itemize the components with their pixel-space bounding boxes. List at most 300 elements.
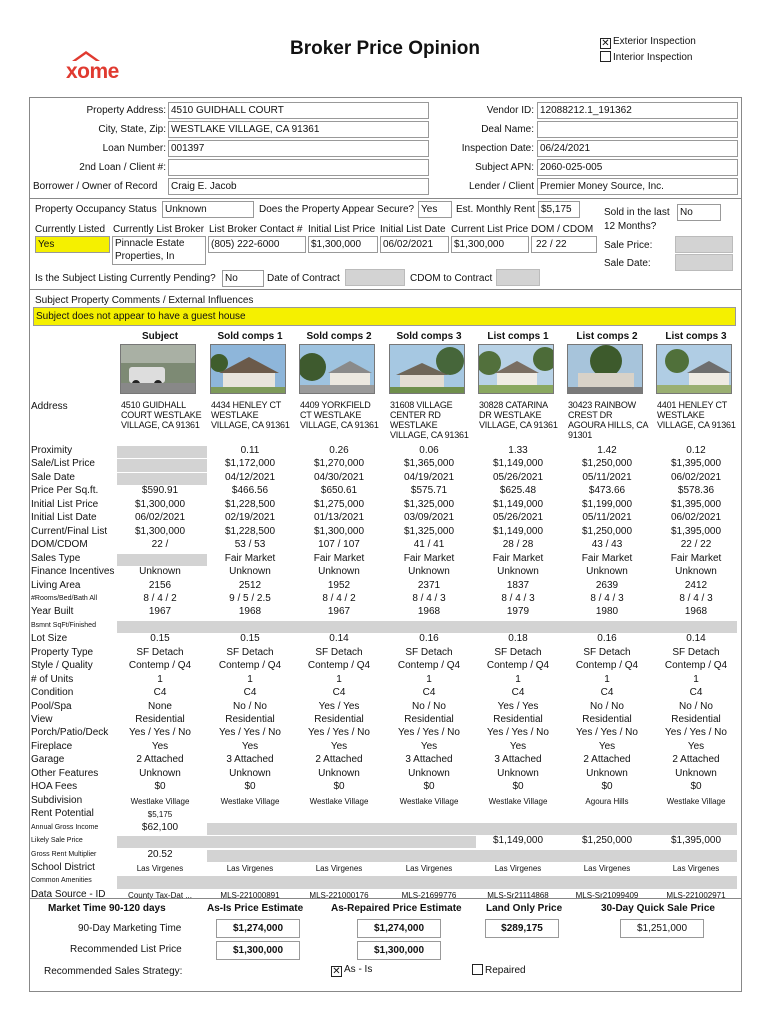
table-cell: 06/02/2021 [670, 471, 722, 483]
grey-cell [386, 823, 476, 835]
table-cell: $473.66 [588, 485, 626, 497]
row-label: View [31, 714, 53, 725]
sold-comp-3-photo [389, 344, 465, 394]
table-cell: SF Detach [136, 646, 184, 658]
table-cell: Unknown [675, 767, 717, 779]
row-label: DOM/CDOM [31, 539, 88, 551]
grey-cell [564, 876, 654, 888]
table-cell: $1,199,000 [581, 498, 633, 510]
divider [29, 198, 742, 199]
table-cell: MLS-Sr21114868 [487, 890, 549, 900]
comments-field[interactable]: Subject does not appear to have a guest house [33, 307, 736, 326]
table-cell: Las Virgenes [136, 863, 184, 873]
exterior-inspection-option[interactable] [600, 36, 696, 49]
table-cell: 2156 [148, 579, 172, 591]
row-label: Fireplace [31, 740, 73, 752]
table-cell: MLS-21699776 [401, 890, 457, 900]
grey-cell [475, 876, 565, 888]
table-cell: 1.33 [508, 445, 528, 456]
table-cell: SF Detach [226, 646, 274, 658]
table-cell: 1 [247, 673, 253, 685]
table-cell: 107 / 107 [318, 539, 360, 551]
table-cell: C4 [422, 687, 436, 699]
as-is-checkbox[interactable]: ✕ [332, 966, 341, 977]
secure-field[interactable]: Yes [418, 201, 452, 218]
row-label: Current/Final List [31, 525, 108, 537]
grey-cell [117, 836, 207, 848]
marketing-time-label: 90-Day Marketing Time [78, 923, 182, 934]
table-cell: 1968 [417, 606, 441, 618]
sale-date-field[interactable] [675, 254, 733, 271]
grey-cell [207, 876, 297, 888]
table-cell: Las Virgenes [405, 863, 453, 873]
row-label: Pool/Spa [31, 700, 72, 712]
row-label: Likely Sale Price [31, 837, 83, 845]
address-cell: 4409 YORKFIELD CT WESTLAKE VILLAGE, CA 91361 [300, 400, 379, 430]
page-title: Broker Price Opinion [289, 38, 481, 59]
grey-cell [296, 876, 386, 888]
table-cell: Fair Market [313, 552, 365, 564]
grey-cell [386, 876, 476, 888]
table-cell: Las Virgenes [315, 863, 363, 873]
contract-label: Date of Contract [267, 273, 340, 284]
table-cell: 2 Attached [583, 754, 631, 766]
table-cell: 8 / 4 / 2 [143, 592, 177, 604]
divider [29, 289, 742, 290]
table-cell: 1967 [327, 606, 351, 618]
borrower-label: Borrower / Owner of Record [33, 181, 158, 192]
as-is-option-label: As - Is [344, 964, 373, 975]
table-cell: Unknown [318, 566, 360, 578]
row-label: Initial List Date [31, 512, 97, 524]
table-cell: 0.26 [329, 445, 349, 456]
land-only-field[interactable]: $289,175 [485, 919, 559, 938]
table-cell: Yes / Yes / No [576, 727, 638, 739]
table-cell: $0 [690, 781, 702, 793]
inspection-date-field[interactable]: 06/24/2021 [537, 140, 738, 157]
table-cell: 1 [693, 673, 699, 685]
contract-field[interactable] [345, 269, 405, 286]
row-label: Finance Incentives [31, 566, 115, 578]
table-cell: C4 [689, 687, 703, 699]
table-cell: No / No [590, 700, 624, 712]
table-cell: Contemp / Q4 [486, 660, 550, 672]
table-cell: Residential [225, 714, 275, 725]
quick-sale-field[interactable]: $1,251,000 [620, 919, 704, 938]
row-label: Data Source - ID [31, 888, 106, 900]
table-cell: C4 [600, 687, 614, 699]
grey-cell [475, 850, 565, 862]
table-cell: Unknown [318, 767, 360, 779]
vendor-field[interactable]: 12088212.1_191362 [537, 102, 738, 119]
table-cell: Residential [671, 714, 721, 725]
table-cell: No / No [233, 700, 267, 712]
row-label: School District [31, 861, 95, 873]
table-cell: No / No [412, 700, 446, 712]
table-cell: 06/02/2021 [670, 512, 722, 524]
table-cell: $0 [154, 781, 166, 793]
grey-cell [207, 836, 297, 848]
row-label: Bsmnt SqFt/Finished [31, 621, 96, 629]
table-cell: Fair Market [492, 552, 544, 564]
table-cell: 01/13/2021 [313, 512, 365, 524]
table-cell: 0.11 [240, 445, 260, 456]
as-repaired-90-field[interactable]: $1,274,000 [357, 919, 441, 938]
lender-field[interactable]: Premier Money Source, Inc. [537, 178, 738, 195]
table-cell: 05/11/2021 [582, 512, 632, 524]
table-cell: MLS-221002971 [666, 890, 726, 900]
table-cell: Yes / Yes / No [665, 727, 727, 739]
inspection-date-label: Inspection Date: [461, 143, 534, 154]
table-cell: 2 Attached [672, 754, 720, 766]
table-cell: $575.71 [410, 485, 448, 497]
address-cell: 31608 VILLAGE CENTER RD WESTLAKE VILLAGE, CA 91361 [390, 400, 469, 440]
exterior-checkbox[interactable]: ✕ [601, 38, 610, 49]
table-cell: Yes / Yes / No [398, 727, 460, 739]
row-label: Lot Size [31, 633, 68, 645]
table-cell: 2 Attached [315, 754, 363, 766]
table-cell: Yes [241, 740, 259, 752]
table-cell: Contemp / Q4 [397, 660, 461, 672]
initial-price-field[interactable]: $1,300,000 [308, 236, 378, 253]
cdom-contract-label: CDOM to Contract [410, 273, 493, 284]
table-cell: MLS-221000891 [220, 890, 280, 900]
table-cell: $1,300,000 [134, 498, 186, 510]
sold-field[interactable]: No [677, 204, 721, 221]
table-cell: Westlake Village [220, 796, 280, 806]
grey-cell [386, 836, 476, 848]
table-cell: Westlake Village [130, 796, 190, 806]
grey-cell [117, 446, 207, 458]
table-cell: 1 [515, 673, 521, 685]
table-cell: 2639 [595, 579, 619, 591]
deal-field[interactable] [537, 121, 738, 138]
table-cell: 2412 [684, 579, 708, 591]
borrower-field[interactable]: Craig E. Jacob [168, 178, 429, 195]
table-cell: $1,149,000 [492, 498, 544, 510]
grey-cell [564, 621, 654, 633]
table-cell: 1980 [595, 606, 619, 618]
occupancy-field[interactable]: Unknown [162, 201, 254, 218]
table-cell: MLS-Sr21099409 [575, 890, 639, 900]
grey-cell [296, 823, 386, 835]
row-label: Sales Type [31, 552, 81, 564]
table-cell: $578.36 [677, 485, 715, 497]
table-cell: 8 / 4 / 3 [679, 592, 713, 604]
grey-cell [296, 850, 386, 862]
h-initial-price: Initial List Price [308, 224, 376, 235]
address-cell: 4510 GUIDHALL COURT WESTLAKE VILLAGE, CA 91361 [121, 400, 202, 430]
table-cell: $1,250,000 [581, 458, 633, 470]
row-label: #Rooms/Bed/Bath All [31, 594, 98, 602]
table-cell: None [148, 700, 172, 712]
comments-label: Subject Property Comments / External Influences [35, 295, 254, 306]
row-label: Year Built [31, 606, 74, 618]
table-cell: $62,100 [141, 821, 179, 833]
table-cell: Unknown [229, 767, 271, 779]
table-cell: 0.16 [597, 633, 617, 645]
address-cell: 4401 HENLEY CT WESTLAKE VILLAGE, CA 91361 [657, 400, 736, 430]
row-label: HOA Fees [31, 781, 78, 793]
table-cell: 0.14 [686, 633, 706, 645]
table-cell: Agoura Hills [585, 796, 629, 806]
table-cell: Yes [151, 740, 169, 752]
row-label: Sale/List Price [31, 458, 95, 470]
table-cell: 0.12 [686, 445, 706, 456]
table-cell: 1 [604, 673, 610, 685]
table-cell: $650.61 [320, 485, 358, 497]
grey-cell [207, 621, 297, 633]
table-cell: Unknown [497, 566, 539, 578]
row-label: Condition [31, 687, 74, 699]
table-cell: 1979 [506, 606, 530, 618]
table-cell: Yes / Yes / No [308, 727, 370, 739]
table-cell: Yes / Yes [318, 700, 360, 712]
column-header-3: Sold comps 3 [396, 331, 462, 342]
repaired-checkbox[interactable] [472, 964, 483, 975]
loan-field[interactable]: 001397 [168, 140, 429, 157]
interior-inspection-option[interactable] [600, 51, 693, 63]
table-cell: Residential [582, 714, 632, 725]
as-repaired-list-field[interactable]: $1,300,000 [357, 941, 441, 960]
table-cell: $1,275,000 [313, 498, 365, 510]
row-label: Gross Rent Multiplier [31, 850, 97, 858]
table-cell: 8 / 4 / 3 [412, 592, 446, 604]
table-cell: 04/30/2021 [313, 471, 365, 483]
table-cell: $1,250,000 [581, 835, 633, 847]
city-label: City, State, Zip: [98, 124, 166, 135]
initial-date-field[interactable]: 06/02/2021 [380, 236, 449, 253]
row-label: Living Area [31, 579, 81, 591]
grey-cell [564, 823, 654, 835]
h-current-price: Current List Price [451, 224, 529, 235]
table-cell: 1952 [327, 579, 351, 591]
grey-cell [475, 823, 565, 835]
table-cell: SF Detach [315, 646, 363, 658]
quick-sale-label: 30-Day Quick Sale Price [601, 903, 715, 914]
table-cell: 28 / 28 [502, 539, 534, 551]
table-cell: 1837 [506, 579, 530, 591]
table-cell: $1,149,000 [492, 458, 544, 470]
row-label: Garage [31, 754, 65, 766]
grey-cell [564, 850, 654, 862]
table-cell: $0 [333, 781, 345, 793]
strategy-label: Recommended Sales Strategy: [44, 966, 183, 977]
table-cell: $1,325,000 [403, 525, 455, 537]
grey-cell [653, 823, 737, 835]
table-cell: Yes [420, 740, 438, 752]
table-cell: SF Detach [494, 646, 542, 658]
table-cell: Unknown [408, 767, 450, 779]
table-cell: 8 / 4 / 3 [590, 592, 624, 604]
table-cell: Unknown [675, 566, 717, 578]
currently-listed-field[interactable]: Yes [35, 236, 110, 253]
h-list-broker: Currently List Broker [113, 224, 205, 235]
table-cell: Yes [687, 740, 705, 752]
table-cell: Yes [509, 740, 527, 752]
as-is-list-field[interactable]: $1,300,000 [216, 941, 300, 960]
table-cell: $1,395,000 [670, 498, 722, 510]
interior-checkbox[interactable] [600, 51, 611, 62]
table-cell: Unknown [229, 566, 271, 578]
table-cell: Fair Market [224, 552, 276, 564]
sold-label: Sold in the last [604, 207, 670, 218]
grey-cell [117, 554, 207, 566]
vendor-label: Vendor ID: [486, 105, 534, 116]
subject-photo [120, 344, 196, 394]
table-cell: $466.56 [231, 485, 269, 497]
table-cell: 8 / 4 / 3 [501, 592, 535, 604]
property-address-field[interactable]: 4510 GUIDHALL COURT [168, 102, 429, 119]
table-cell: $1,270,000 [313, 458, 365, 470]
strategy-as-is-option[interactable] [331, 964, 372, 977]
grey-cell [117, 876, 207, 888]
table-cell: 8 / 4 / 2 [322, 592, 356, 604]
column-header-4: List comps 1 [487, 331, 549, 342]
table-cell: Las Virgenes [672, 863, 720, 873]
table-cell: 2512 [238, 579, 262, 591]
table-cell: 43 / 43 [591, 539, 623, 551]
table-cell: C4 [332, 687, 346, 699]
table-cell: $0 [244, 781, 256, 793]
table-cell: C4 [511, 687, 525, 699]
grey-cell [653, 850, 737, 862]
table-cell: 0.18 [508, 633, 528, 645]
occupancy-label: Property Occupancy Status [35, 204, 157, 215]
second-loan-field[interactable] [168, 159, 429, 176]
market-time-label: Market Time 90-120 days [48, 903, 166, 914]
table-cell: $1,325,000 [403, 498, 455, 510]
secure-label: Does the Property Appear Secure? [259, 204, 415, 215]
table-cell: 05/11/2021 [582, 471, 632, 483]
rent-label: Est. Monthly Rent [456, 204, 535, 215]
grey-cell [653, 876, 737, 888]
list-comp-1-photo [478, 344, 554, 394]
table-cell: 22 / 22 [680, 539, 712, 551]
column-header-1: Sold comps 1 [217, 331, 283, 342]
table-cell: SF Detach [672, 646, 720, 658]
list-comp-2-photo [567, 344, 643, 394]
cdom-contract-field[interactable] [496, 269, 540, 286]
table-cell: 2 Attached [136, 754, 184, 766]
row-label: Price Per Sq.ft. [31, 485, 99, 497]
lender-label: Lender / Client [468, 181, 534, 192]
rent-field[interactable]: $5,175 [538, 201, 580, 218]
table-cell: 05/26/2021 [492, 512, 544, 524]
city-field[interactable]: WESTLAKE VILLAGE, CA 91361 [168, 121, 429, 138]
table-cell: 0.15 [240, 633, 260, 645]
column-header-2: Sold comps 2 [306, 331, 372, 342]
table-cell: Yes / Yes / No [487, 727, 549, 739]
table-cell: SF Detach [405, 646, 453, 658]
h-initial-date: Initial List Date [380, 224, 446, 235]
row-label: Other Features [31, 767, 99, 779]
logo-text: xome [66, 60, 119, 83]
table-cell: $0 [423, 781, 435, 793]
table-cell: Yes [598, 740, 616, 752]
pending-field[interactable]: No [222, 270, 264, 287]
h-dom: DOM / CDOM [531, 224, 594, 235]
table-cell: 06/02/2021 [134, 512, 186, 524]
recommended-list-label: Recommended List Price [70, 944, 182, 955]
table-cell: Unknown [586, 767, 628, 779]
table-cell: Contemp / Q4 [128, 660, 192, 672]
apn-field[interactable]: 2060-025-005 [537, 159, 738, 176]
sale-price-label: Sale Price: [604, 240, 653, 251]
table-cell: 1968 [238, 606, 262, 618]
table-cell: $1,395,000 [670, 458, 722, 470]
table-cell: Contemp / Q4 [307, 660, 371, 672]
repaired-option-label: Repaired [485, 965, 526, 976]
table-cell: $0 [512, 781, 524, 793]
table-cell: $1,250,000 [581, 525, 633, 537]
deal-label: Deal Name: [481, 124, 534, 135]
table-cell: 1 [426, 673, 432, 685]
apn-label: Subject APN: [475, 162, 534, 173]
table-cell: 1.42 [597, 445, 617, 456]
table-cell: 04/19/2021 [403, 471, 455, 483]
table-cell: $1,395,000 [670, 525, 722, 537]
table-cell: Unknown [408, 566, 450, 578]
grey-cell [117, 473, 207, 485]
table-cell: Residential [404, 714, 454, 725]
table-cell: 1968 [684, 606, 708, 618]
land-only-label: Land Only Price [486, 903, 563, 914]
table-cell: 1 [157, 673, 163, 685]
row-label: Rent Potential [31, 808, 94, 820]
table-cell: 0.06 [419, 445, 439, 456]
table-cell: $625.48 [499, 485, 537, 497]
dom-field[interactable]: 22 / 22 [531, 236, 597, 253]
table-cell: 02/19/2021 [224, 512, 276, 524]
as-is-90-field[interactable]: $1,274,000 [216, 919, 300, 938]
row-label: Subdivision [31, 794, 83, 806]
sold-comp-2-photo [299, 344, 375, 394]
table-cell: $1,228,500 [224, 525, 276, 537]
table-cell: Residential [314, 714, 364, 725]
table-cell: Contemp / Q4 [575, 660, 639, 672]
sale-price-field[interactable] [675, 236, 733, 253]
broker-contact-field[interactable]: (805) 222-6000 [208, 236, 306, 253]
grey-cell [117, 621, 207, 633]
grey-cell [207, 823, 297, 835]
table-cell: Contemp / Q4 [664, 660, 728, 672]
table-cell: C4 [153, 687, 167, 699]
row-label: Annual Gross Income [31, 823, 99, 831]
grey-cell [653, 621, 737, 633]
column-header-0: Subject [141, 331, 179, 342]
table-cell: 1967 [148, 606, 172, 618]
current-price-field[interactable]: $1,300,000 [451, 236, 529, 253]
table-cell: Contemp / Q4 [218, 660, 282, 672]
grey-cell [386, 621, 476, 633]
table-cell: $1,172,000 [224, 458, 276, 470]
table-cell: Yes / Yes / No [219, 727, 281, 739]
table-cell: 20.52 [147, 848, 173, 860]
column-header-5: List comps 2 [576, 331, 638, 342]
strategy-repaired-option[interactable] [472, 964, 526, 976]
loan-label: Loan Number: [102, 143, 166, 154]
table-cell: 3 Attached [494, 754, 542, 766]
pending-label: Is the Subject Listing Currently Pending? [35, 273, 216, 284]
table-cell: Fair Market [670, 552, 722, 564]
table-cell: 0.16 [419, 633, 439, 645]
address-cell: 4434 HENLEY CT WESTLAKE VILLAGE, CA 91361 [211, 400, 290, 430]
sale-date-label: Sale Date: [604, 258, 651, 269]
table-cell: Residential [493, 714, 543, 725]
table-cell: 2371 [417, 579, 441, 591]
list-broker-field[interactable]: Pinnacle Estate Properties, In [112, 236, 206, 265]
